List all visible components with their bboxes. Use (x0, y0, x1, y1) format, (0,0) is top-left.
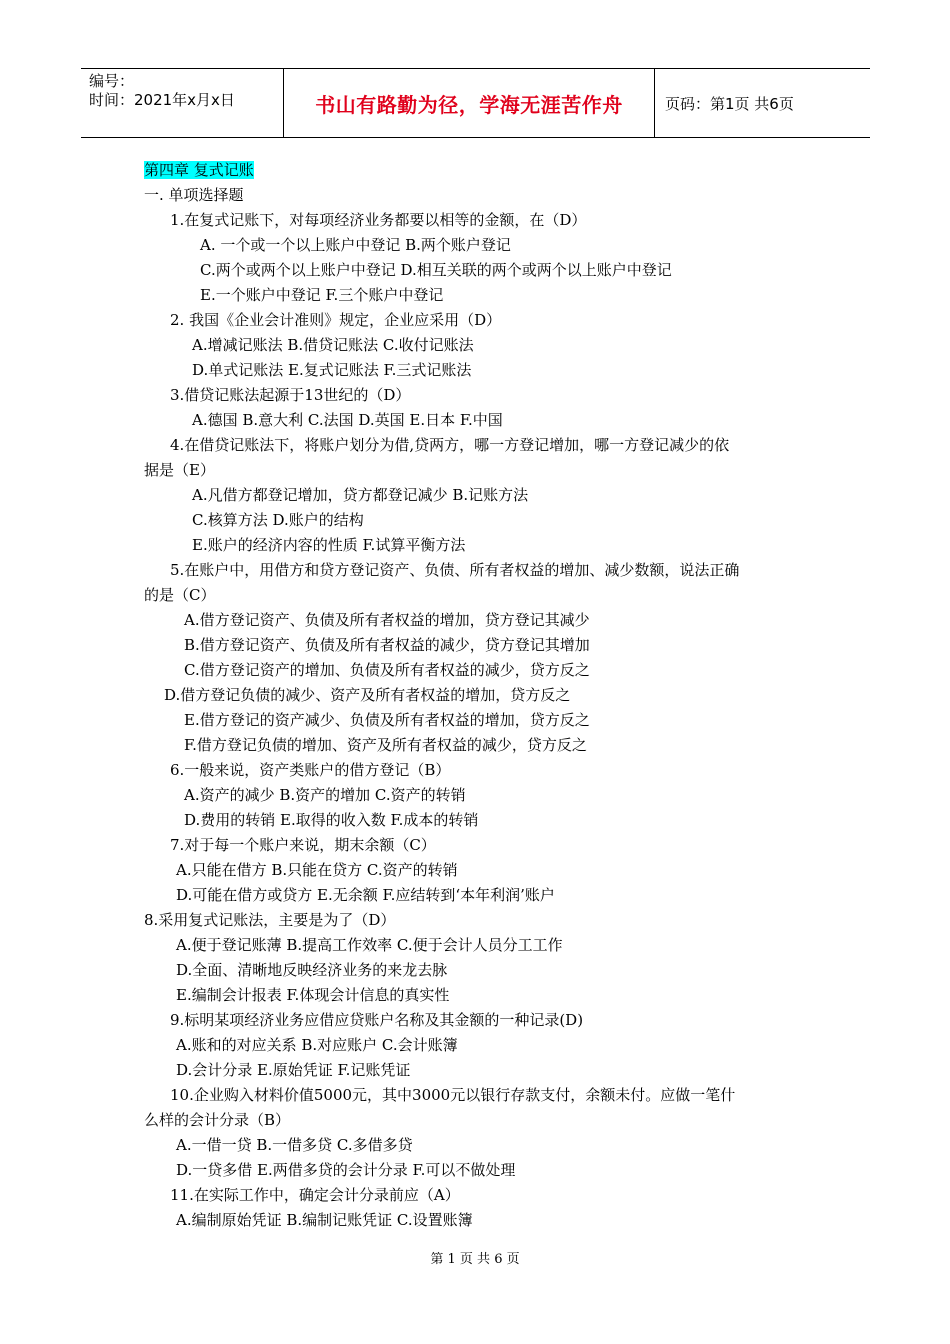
question-line: 3.借贷记账法起源于13世纪的（D） (170, 386, 411, 404)
option-line: A.增减记账法 B.借贷记账法 C.收付记账法 (192, 336, 474, 354)
option-line: C.核算方法 D.账户的结构 (192, 511, 364, 529)
option-line: A. 一个或一个以上账户中登记 B.两个账户登记 (200, 236, 511, 254)
question-line: 9.标明某项经济业务应借应贷账户名称及其金额的一种记录(D) (170, 1011, 584, 1029)
question-line: 8.采用复式记账法，主要是为了（D） (144, 911, 396, 929)
question-line: 据是（E） (144, 461, 215, 479)
question-line: 10.企业购入材料价值5000元，其中3000元以银行存款支付，余额未付。应做一笔什 (170, 1086, 736, 1104)
header-page-label: 页码：第1页 共6页 (665, 94, 794, 113)
option-line: A.资产的减少 B.资产的增加 C.资产的转销 (184, 786, 466, 804)
option-line: A.便于登记账薄 B.提高工作效率 C.便于会计人员分工工作 (176, 936, 563, 954)
date-label: 时间：2021年x月x日 (89, 91, 235, 109)
option-line: A.只能在借方 B.只能在贷方 C.资产的转销 (176, 861, 458, 879)
option-line: C.借方登记资产的增加、负债及所有者权益的减少，贷方反之 (184, 661, 590, 679)
option-line: E.借方登记的资产减少、负债及所有者权益的增加，贷方反之 (184, 711, 590, 729)
option-line: D.会计分录 E.原始凭证 F.记账凭证 (176, 1061, 411, 1079)
option-line: F.借方登记负债的增加、资产及所有者权益的减少，贷方反之 (184, 736, 587, 754)
header-meta (81, 69, 284, 137)
question-line: 6.一般来说，资产类账户的借方登记（B） (170, 761, 451, 779)
option-line: A.编制原始凭证 B.编制记账凭证 C.设置账簿 (176, 1211, 473, 1229)
question-line: 5.在账户中，用借方和贷方登记资产、负债、所有者权益的增加、减少数额，说法正确 (170, 561, 740, 579)
section-title: 一. 单项选择题 (144, 186, 244, 204)
option-line: D.借方登记负债的减少、资产及所有者权益的增加，贷方反之 (164, 686, 571, 704)
option-line: D.可能在借方或贷方 E.无余额 F.应结转到‘本年利润’账户 (176, 886, 555, 904)
question-line: 的是（C） (144, 586, 216, 604)
option-line: D.单式记账法 E.复式记账法 F.三式记账法 (192, 361, 472, 379)
question-line: 11.在实际工作中，确定会计分录前应（A） (170, 1186, 460, 1204)
question-line: 4.在借贷记账法下，将账户划分为借,贷两方，哪一方登记增加，哪一方登记减少的依 (170, 436, 730, 454)
question-line: 1.在复式记账下，对每项经济业务都要以相等的金额，在（D） (170, 211, 587, 229)
option-line: A.凡借方都登记增加，贷方都登记减少 B.记账方法 (192, 486, 529, 504)
option-line: E.编制会计报表 F.体现会计信息的真实性 (176, 986, 450, 1004)
option-line: C.两个或两个以上账户中登记 D.相互关联的两个或两个以上账户中登记 (200, 261, 672, 279)
option-line: D.全面、清晰地反映经济业务的来龙去脉 (176, 961, 448, 979)
header-motto: 书山有路勤为径，学海无涯苦作舟 (284, 69, 655, 137)
page-header (81, 68, 870, 138)
serial-label: 编号： (89, 72, 135, 90)
chapter-title: 第四章 复式记账 (144, 161, 254, 179)
question-line: 么样的会计分录（B） (144, 1111, 291, 1129)
question-line: 2. 我国《企业会计准则》规定，企业应采用（D） (170, 311, 502, 329)
option-line: D.费用的转销 E.取得的收入数 F.成本的转销 (184, 811, 479, 829)
option-line: B.借方登记资产、负债及所有者权益的减少，贷方登记其增加 (184, 636, 590, 654)
option-line: A.账和的对应关系 B.对应账户 C.会计账簿 (176, 1036, 458, 1054)
option-line: A.借方登记资产、负债及所有者权益的增加，贷方登记其减少 (184, 611, 590, 629)
option-line: A.一借一贷 B.一借多贷 C.多借多贷 (176, 1136, 413, 1154)
option-line: E.一个账户中登记 F.三个账户中登记 (200, 286, 444, 304)
question-line: 7.对于每一个账户来说，期末余额（C） (170, 836, 436, 854)
option-line: D.一贷多借 E.两借多贷的会计分录 F.可以不做处理 (176, 1161, 516, 1179)
option-line: E.账户的经济内容的性质 F.试算平衡方法 (192, 536, 466, 554)
option-line: A.德国 B.意大利 C.法国 D.英国 E.日本 F.中国 (192, 411, 503, 429)
page-footer: 第 1 页 共 6 页 (430, 1252, 520, 1267)
